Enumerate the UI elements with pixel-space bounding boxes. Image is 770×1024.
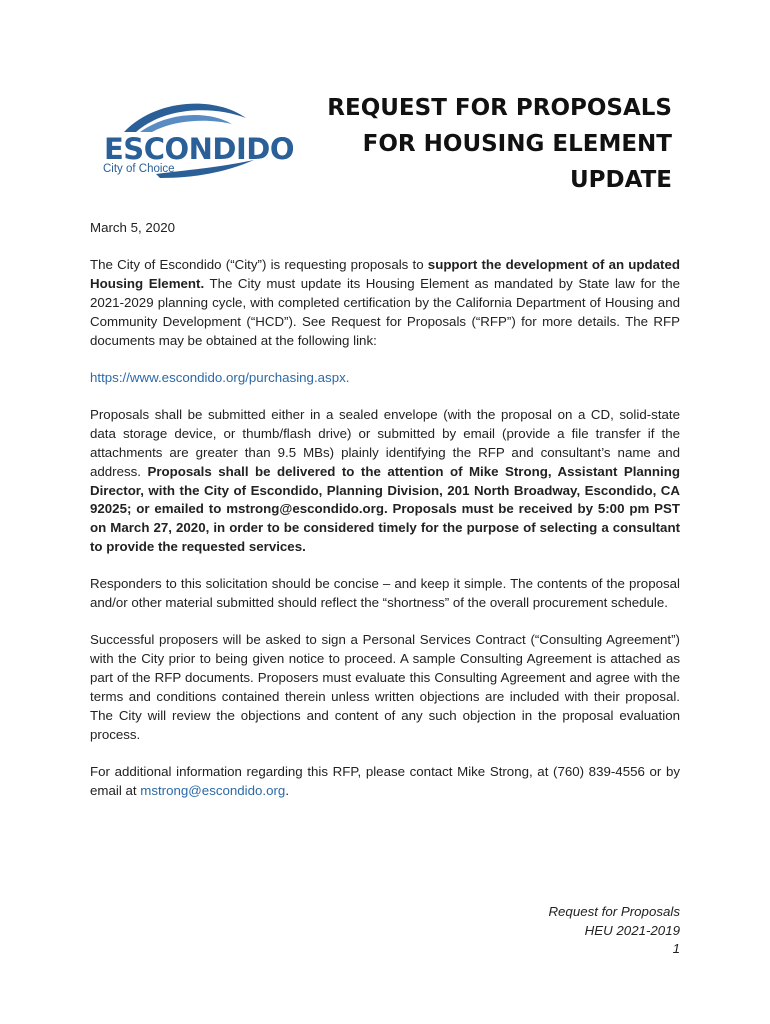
logo-tagline: City of Choice xyxy=(103,163,175,175)
footer-line-2: HEU 2021-2019 xyxy=(584,922,680,938)
title-line-2: FOR HOUSING ELEMENT xyxy=(362,131,672,157)
paragraph-contract: Successful proposers will be asked to sign a Personal Services Contract (“Consulting Agreement”) with the City prior to being given notice to proceed. A sample Consulting Agreement is attached as part of the RFP documents. Proposers must evaluate this Consulting Agreement and agree with the terms and conditions contained therein unless written objections are included with their proposal. The City will review the objections and content of any such objection in the proposal evaluation process. xyxy=(90,632,680,742)
paragraph-link xyxy=(90,369,680,388)
rfp-link[interactable]: https://www.escondido.org/purchasing.aspx. xyxy=(90,369,350,385)
paragraph-intro xyxy=(90,256,680,351)
page-title xyxy=(327,90,672,198)
contact-text-end: . xyxy=(285,782,290,798)
paragraph-submission xyxy=(90,406,680,557)
intro-text-cont: The City must update its Housing Element as mandated by State law for the 2021-2029 planning cycle, with completed certification by the California Department of Housing and Community Development (“HCD”). See Request for Proposals (“RFP”) for more details. The RFP documents may be obtained at the following link: xyxy=(90,276,680,348)
letter-body xyxy=(90,219,680,819)
intro-text: The City of Escondido (“City”) is requesting proposals to xyxy=(90,257,428,273)
paragraph-responders: Responders to this solicitation should be concise – and keep it simple. The contents of the proposal and/or other material submitted should reflect the “shortness” of the overall procurement schedule. xyxy=(90,576,680,611)
contact-email-link[interactable]: mstrong@escondido.org xyxy=(140,782,286,798)
page-number: 1 xyxy=(672,941,680,957)
title-line-1: REQUEST FOR PROPOSALS xyxy=(327,95,672,121)
submission-text: Proposals shall be submitted either in a sealed envelope (with the proposal on a CD, solid-state data storage device, or thumb/flash drive) or submitted by email (provide a file transfer if the attachments are greater than 9.5 MBs) plainly identifying the RFP and consultant’s name and address. xyxy=(90,406,680,479)
escondido-logo xyxy=(96,96,294,191)
logo-name: ESCONDIDO xyxy=(104,132,294,166)
page-footer xyxy=(548,903,680,959)
submission-bold-text: Proposals shall be delivered to the attention of Mike Strong, Assistant Planning Director, with the City of Escondido, Planning Division, 201 North Broadway, Escondido, CA 92025; or emailed to mstrong@escondido.org. Proposals must be received by 5:00 pm PST on March 27, 2020, in order to be considered timely for the purpose of selecting a consultant to provide the requested services. xyxy=(90,463,680,555)
title-line-3: UPDATE xyxy=(569,167,672,193)
footer-line-1: Request for Proposals xyxy=(548,904,680,919)
intro-bold-text: support the development of an updated Housing Element. xyxy=(90,257,680,291)
paragraph-contact xyxy=(90,763,680,801)
contact-text: For additional information regarding this RFP, please contact Mike Strong, at (760) 839-4556 or by email at xyxy=(90,763,680,798)
letter-date: March 5, 2020 xyxy=(90,220,176,235)
